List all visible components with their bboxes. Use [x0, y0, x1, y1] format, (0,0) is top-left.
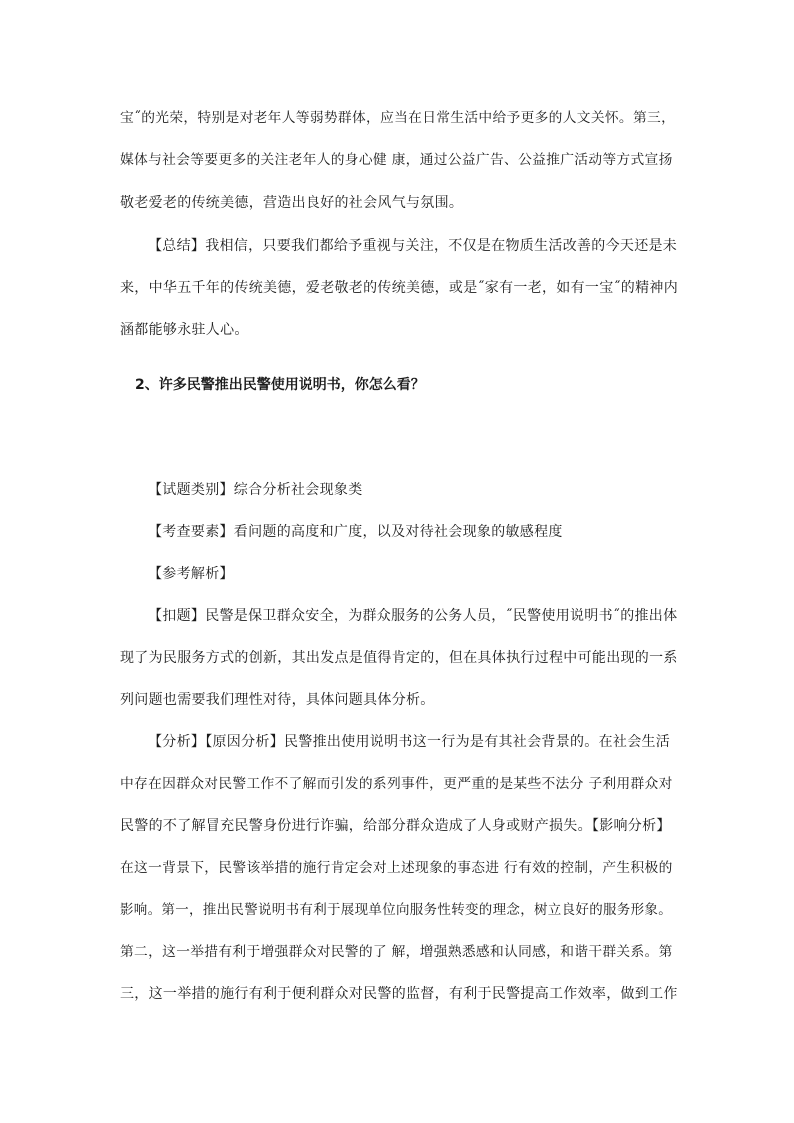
- paragraph-line: 影响。第一，推出民警说明书有利于展现单位向服务性转变的理念，树立良好的服务形象。: [120, 902, 672, 918]
- paragraph-line: 涵都能够永驻人心。: [120, 322, 249, 338]
- paragraph-line: 民警的不了解冒充民警身份进行诈骗，给部分群众造成了人身或财产损失。【影响分析】: [120, 818, 671, 834]
- paragraph-line: 列问题也需要我们理性对待，具体问题具体分析。: [120, 692, 435, 708]
- paragraph-line: 【分析】【原因分析】民警推出使用说明书这一行为是有其社会背景的。在社会生活: [148, 734, 671, 750]
- paragraph-line: 敬老爱老的传统美德，营造出良好的社会风气与氛围。: [120, 195, 464, 211]
- paragraph-line: 三，这一举措的施行有利于便利群众对民警的监督，有利于民警提高工作效率，做到工作: [120, 986, 678, 1002]
- reference-analysis-label: 【参考解析】: [148, 566, 234, 582]
- paragraph-line: 媒体与社会等要更多的关注老年人的身心健 康，通过公益广告、公益推广活动等方式宣扬: [120, 152, 673, 168]
- paragraph-line: 现了为民服务方式的创新，其出发点是值得肯定的，但在具体执行过程中可能出现的一系: [120, 650, 678, 666]
- paragraph-line: 【扣题】民警是保卫群众安全，为群众服务的公务人员，˝民警使用说明书˝的推出体: [148, 608, 678, 624]
- paragraph-line: 中存在因群众对民警工作不了解而引发的系列事件，更严重的是某些不法分 子利用群众对: [120, 776, 673, 792]
- question-heading: 2、许多民警推出民警使用说明书，你怎么看？: [135, 377, 425, 393]
- paragraph-line: 宝˝的光荣，特别是对老年人等弱势群体，应当在日常生活中给予更多的人文关怀。第三，: [120, 110, 676, 126]
- paragraph-line: 在这一背景下，民警该举措的施行肯定会对上述现象的事态进 行有效的控制，产生积极的: [120, 860, 673, 876]
- paragraph-line: 来，中华五千年的传统美德，爱老敬老的传统美德，或是˝家有一老，如有一宝˝的精神内: [120, 280, 678, 296]
- paragraph-line: 【总结】我相信，只要我们都给予重视与关注，不仅是在物质生活改善的今天还是未: [148, 238, 678, 254]
- exam-elements: 【考查要素】看问题的高度和广度，以及对待社会现象的敏感程度: [148, 524, 563, 540]
- test-category: 【试题类别】综合分析社会现象类: [148, 482, 363, 498]
- paragraph-line: 第二，这一举措有利于增强群众对民警的了 解，增强熟悉感和认同感，和谐干群关系。第: [120, 944, 673, 960]
